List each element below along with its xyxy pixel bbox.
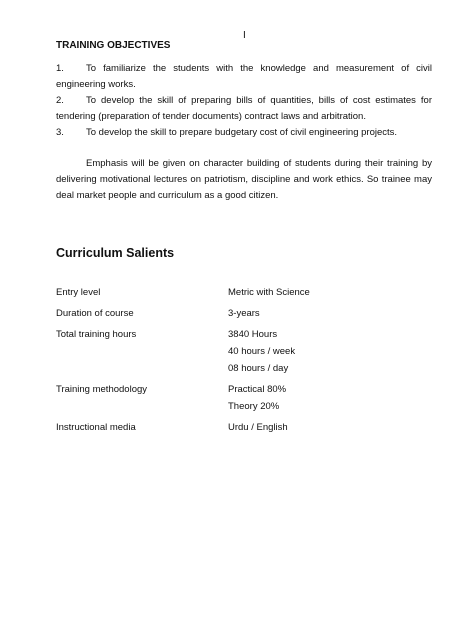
salient-label: Entry level	[56, 287, 101, 298]
objective-number: 1.	[56, 63, 64, 74]
salient-values	[228, 422, 288, 439]
objective-number: 3.	[56, 127, 64, 138]
objective-text: To develop the skill to prepare budgetary cost of civil engineering projects.	[86, 127, 398, 138]
salient-value: 3-years	[228, 308, 260, 319]
salient-value: Practical 80%	[228, 384, 287, 395]
salient-label: Duration of course	[56, 308, 134, 319]
salient-value: 08 hours / day	[228, 363, 289, 374]
objective-item-1	[56, 61, 432, 93]
salient-values	[228, 308, 260, 325]
salient-value: 3840 Hours	[228, 329, 278, 340]
salient-row-training-hours	[56, 329, 436, 380]
salient-value: 40 hours / week	[228, 346, 296, 357]
objectives-heading: TRAINING OBJECTIVES	[56, 40, 171, 51]
salient-values	[228, 329, 295, 380]
salient-values	[228, 287, 310, 304]
emphasis-paragraph: Emphasis will be given on character building of students during their training by delivering motivational lectures on patriotism, discipline and work ethics. So trainee may deal market people and curriculum as a good citizen.	[56, 158, 432, 201]
objective-item-2	[56, 93, 432, 125]
salient-label: Instructional media	[56, 422, 136, 433]
salient-values	[228, 384, 286, 418]
salient-label: Total training hours	[56, 329, 137, 340]
salients-heading: Curriculum Salients	[56, 246, 175, 260]
salient-value: Theory 20%	[228, 401, 280, 412]
page-number: I	[243, 30, 246, 41]
objective-text: To develop the skill of preparing bills of quantities, bills of cost estimates for tendering (preparation of tender documents) contract laws and arbitration.	[56, 95, 432, 122]
salient-row-methodology	[56, 384, 436, 418]
salient-row-entry-level	[56, 287, 436, 304]
objective-text: To familiarize the students with the knowledge and measurement of civil engineering works.	[56, 63, 432, 90]
salients-table	[56, 287, 436, 443]
salient-row-instructional-media	[56, 422, 436, 439]
salient-row-duration	[56, 308, 436, 325]
objective-item-3	[56, 125, 432, 141]
salient-label: Training methodology	[56, 384, 148, 395]
salient-value: Urdu / English	[228, 422, 288, 433]
salient-value: Metric with Science	[228, 287, 310, 298]
objective-number: 2.	[56, 95, 64, 106]
